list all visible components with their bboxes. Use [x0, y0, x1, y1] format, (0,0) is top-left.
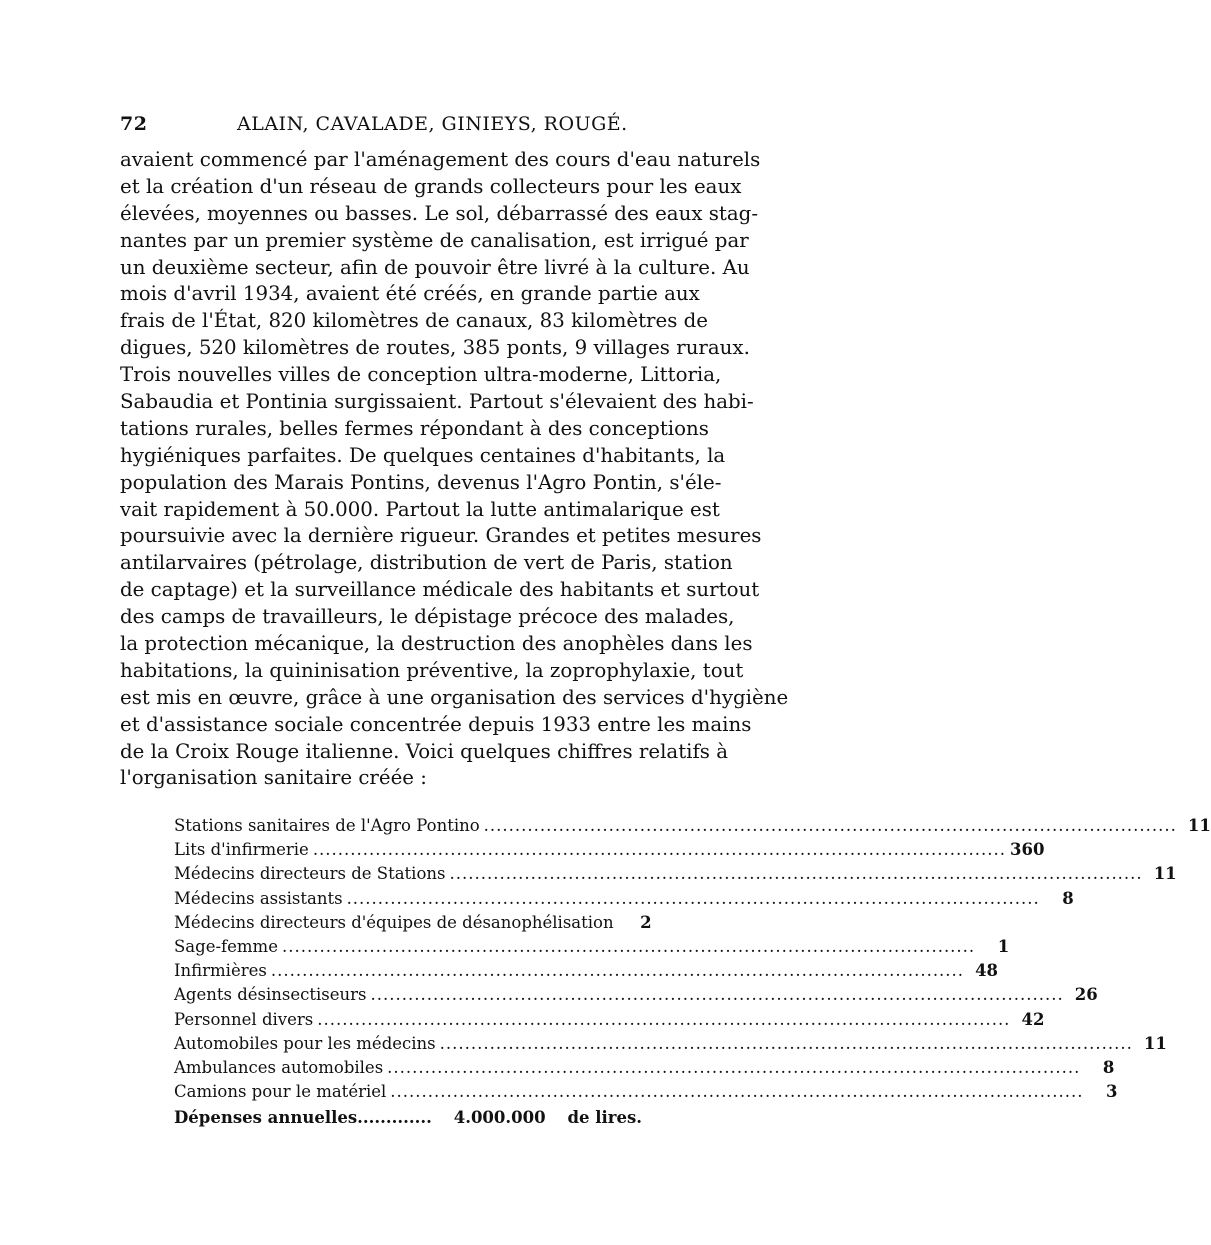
dot-leader [390, 1080, 1083, 1104]
text-line: et la création d'un réseau de grands collecteurs pour les eaux [120, 174, 742, 198]
dot-leader [484, 814, 1177, 838]
row-value: 11 [1153, 864, 1177, 884]
row-value: 11 [1187, 816, 1211, 835]
row-value: 1 [997, 936, 1010, 956]
row-label: Sage-femme [174, 936, 278, 956]
row-value: 3 [1106, 1082, 1118, 1102]
dot-leader [449, 862, 1142, 886]
statistics-table [174, 814, 1211, 1130]
dot-leader [440, 1032, 1133, 1056]
row-value: 8 [1102, 1057, 1115, 1077]
table-row [174, 1032, 1167, 1056]
text-line: tations rurales, belles fermes répondant à des conceptions [120, 416, 709, 440]
body-paragraph [120, 147, 789, 792]
table-row [174, 935, 1010, 959]
text-line: de la Croix Rouge italienne. Voici quelques chiffres relatifs à [120, 739, 729, 763]
table-row [174, 1080, 1118, 1104]
table-row [174, 1056, 1115, 1080]
row-value: 2 [640, 912, 652, 932]
total-label: Dépenses annuelles............. [174, 1108, 432, 1128]
dot-leader [282, 935, 975, 959]
text-line: hygiéniques parfaites. De quelques centaines d'habitants, la [120, 443, 726, 467]
row-label: Infirmières [174, 961, 267, 981]
table-row [174, 983, 1098, 1007]
dot-leader [317, 1008, 1010, 1032]
text-line: mois d'avril 1934, avaient été créés, en grande partie aux [120, 282, 700, 306]
dot-leader [347, 887, 1040, 911]
dot-leader [371, 983, 1064, 1007]
table-row [174, 959, 999, 983]
row-value: 360 [1010, 840, 1045, 860]
text-line: de captage) et la surveillance médicale des habitants et surtout [120, 578, 760, 602]
row-label: Médecins directeurs de Stations [174, 864, 446, 884]
text-line: Sabaudia et Pontinia surgissaient. Partout s'élevaient des habi- [120, 390, 754, 414]
row-label: Lits d'infirmerie [174, 840, 309, 860]
text-line: est mis en œuvre, grâce à une organisation des services d'hygiène [120, 685, 789, 709]
text-line: élevées, moyennes ou basses. Le sol, débarrassé des eaux stag- [120, 201, 759, 225]
row-label: Camions pour le matériel [174, 1082, 387, 1102]
page-number: 72 [120, 113, 148, 135]
table-row [174, 838, 1045, 862]
text-line: la protection mécanique, la destruction des anophèles dans les [120, 632, 753, 656]
row-label: Agents désinsectiseurs [174, 985, 367, 1005]
text-line: l'organisation sanitaire créée : [120, 766, 427, 790]
row-value: 26 [1074, 985, 1098, 1005]
row-value: 11 [1143, 1033, 1167, 1053]
text-line: Trois nouvelles villes de conception ultra-moderne, Littoria, [120, 363, 722, 387]
text-line: poursuivie avec la dernière rigueur. Grandes et petites mesures [120, 524, 762, 548]
dot-leader [313, 838, 1006, 862]
row-value: 42 [1021, 1009, 1045, 1029]
text-line: et d'assistance sociale concentrée depuis 1933 entre les mains [120, 712, 752, 736]
total-amount: 4.000.000 [453, 1108, 546, 1128]
text-line: population des Marais Pontins, devenus l'Agro Pontin, s'éle- [120, 470, 722, 494]
text-line: antilarvaires (pétrolage, distribution de vert de Paris, station [120, 551, 733, 575]
text-line: des camps de travailleurs, le dépistage précoce des malades, [120, 605, 735, 629]
row-label: Stations sanitaires de l'Agro Pontino [174, 816, 480, 835]
row-value: 48 [975, 961, 999, 981]
row-label: Ambulances automobiles [174, 1057, 384, 1077]
page-header [120, 113, 660, 143]
dot-leader [271, 959, 964, 983]
total-row [174, 1106, 642, 1130]
text-line: frais de l'État, 820 kilomètres de canaux, 83 kilomètres de [120, 309, 708, 333]
text-line: habitations, la quininisation préventive, la zoprophylaxie, tout [120, 658, 744, 682]
total-unit: de lires. [567, 1108, 642, 1128]
row-label: Automobiles pour les médecins [174, 1033, 436, 1053]
row-label: Personnel divers [174, 1009, 314, 1029]
text-line: nantes par un premier système de canalisation, est irrigué par [120, 228, 749, 252]
text-line: un deuxième secteur, afin de pouvoir être livré à la culture. Au [120, 255, 750, 279]
table-row [174, 814, 1211, 838]
row-label: Médecins assistants [174, 888, 343, 908]
row-label: Médecins directeurs d'équipes de désanophélisation [174, 912, 614, 932]
text-line: avaient commencé par l'aménagement des cours d'eau naturels [120, 148, 761, 171]
table-row [174, 887, 1074, 911]
row-value: 8 [1062, 888, 1074, 908]
running-head: ALAIN, CAVALADE, GINIEYS, ROUGÉ. [237, 113, 628, 135]
text-line: vait rapidement à 50.000. Partout la lutte antimalarique est [120, 497, 720, 521]
text-line: digues, 520 kilomètres de routes, 385 ponts, 9 villages ruraux. [120, 336, 750, 360]
dot-leader [387, 1056, 1080, 1080]
table-row [174, 862, 1177, 886]
table-row [174, 911, 652, 935]
table-row [174, 1008, 1045, 1032]
